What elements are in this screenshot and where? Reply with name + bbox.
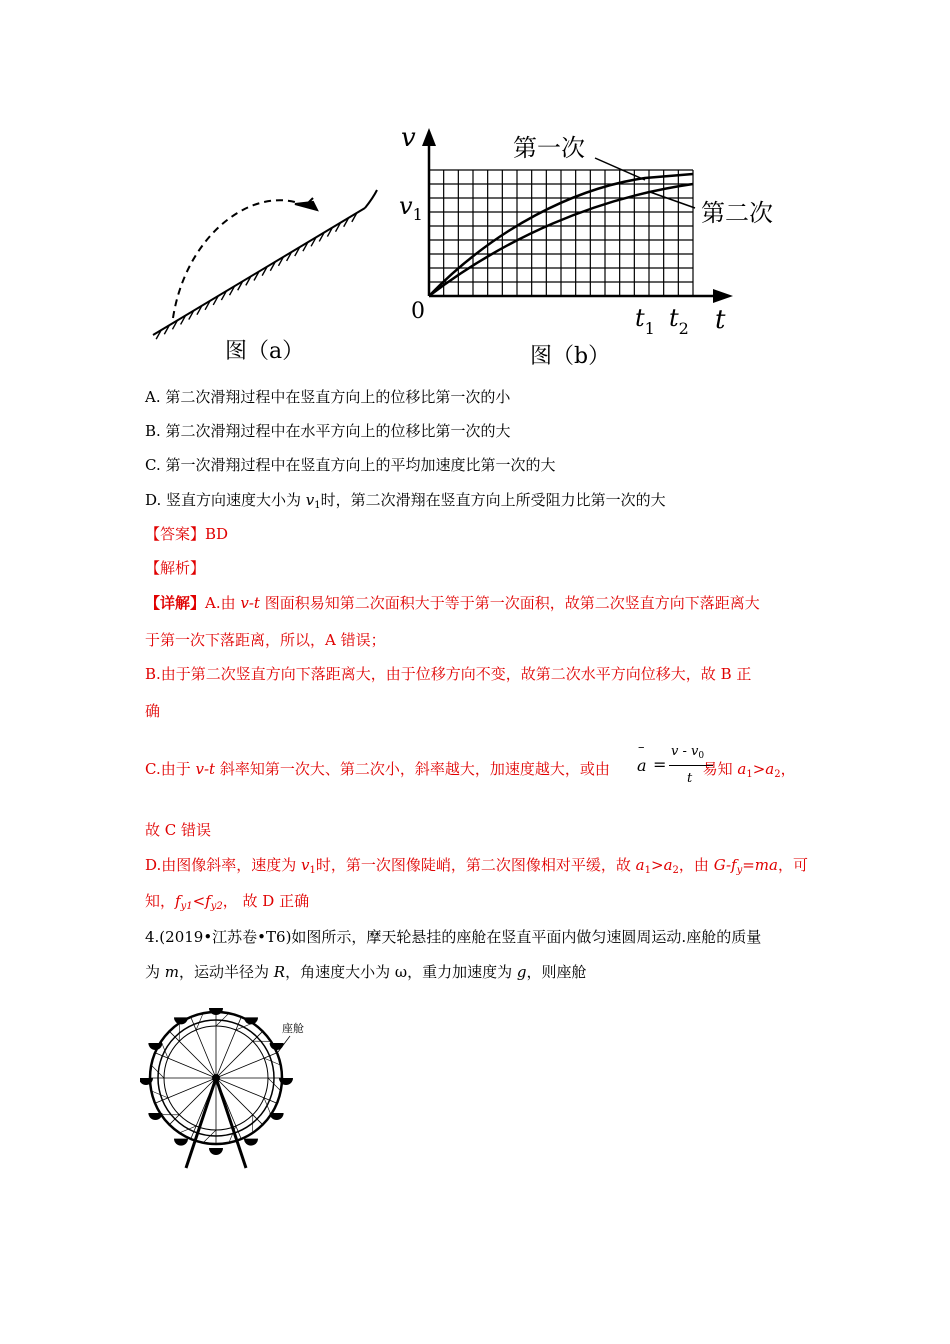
detail-b-line2: 确: [145, 702, 161, 720]
detail-a-line1: 【详解】A.由 v-t 图面积易知第二次面积大于等于第一次面积，故第二次竖直方向下落距离大: [145, 594, 760, 612]
cabin: [209, 1008, 223, 1015]
cabin: [174, 1017, 188, 1024]
wheel-spoke: [216, 1031, 263, 1078]
detail-a-line2: 于第一次下落距离，所以，A 错误；: [145, 631, 386, 649]
formula-abar: a: [637, 756, 647, 775]
question4-line1: 4.(2019•江苏卷•T6)如图所示，摩天轮悬挂的座舱在竖直平面内做匀速圆周运动.座舱的质量: [145, 928, 762, 946]
formula-bar: –: [638, 740, 645, 755]
detail-d-line2: 知，$f_{y1}<f_{y2}$， 故 D 正确: [145, 892, 310, 912]
x-axis-label: t: [715, 305, 726, 335]
label-second: 第二次: [701, 199, 773, 227]
wheel-spoke: [169, 1031, 216, 1078]
glide-trajectory: [173, 200, 295, 318]
cabin: [174, 1139, 188, 1146]
answer-line: 【答案】BD: [145, 525, 229, 543]
ferris-wheel-diagram: [140, 992, 315, 1170]
detail-c-line2: 故 C 错误: [145, 821, 212, 839]
ferris-wheel: [140, 1008, 293, 1168]
analysis-label: 【解析】: [145, 559, 206, 577]
t1-label: $t_1$: [635, 304, 655, 338]
origin-label: 0: [411, 299, 425, 324]
formula-equals: =: [653, 755, 667, 774]
cabin: [148, 1113, 162, 1120]
option-d: D. 竖直方向速度大小为 $v_1$时，第二次滑翔在竖直方向上所受阻力比第一次的大: [145, 491, 666, 511]
y-axis-label: v: [401, 123, 416, 153]
glider-figure: [295, 198, 317, 210]
detail-d-line1: D.由图像斜率，速度为 $v_1$时，第一次图像陡峭，第二次图像相对平缓，故 $a_1>a_2$，由 $G-f_y=ma$，可: [145, 856, 808, 876]
formula-denominator: t: [687, 771, 693, 786]
figure-a-caption: 图（a）: [225, 339, 305, 364]
figure-a-diagram: [145, 180, 385, 370]
incline-top-curve: [365, 190, 377, 208]
v-axis-arrow: [422, 128, 436, 146]
cabin: [244, 1139, 258, 1146]
figure-b-caption: 图（b）: [530, 344, 611, 369]
cabin: [270, 1043, 284, 1050]
cabin: [244, 1017, 258, 1024]
graph-grid: [429, 170, 693, 296]
cabin: [209, 1148, 223, 1155]
option-a: A. 第二次滑翔过程中在竖直方向上的位移比第一次的小: [145, 388, 511, 406]
option-c: C. 第一次滑翔过程中在竖直方向上的平均加速度比第一次的大: [145, 456, 556, 474]
figure-b-graph: [395, 118, 805, 370]
label-first: 第一次: [513, 134, 585, 162]
question4-line2: 为 m，运动半径为 R，角速度大小为 ω，重力加速度为 g，则座舱: [145, 963, 587, 981]
detail-c-line1: C.由于 v-t 斜率知第一次大、第二次小，斜率越大，加速度越大，或由 易知 $a_1>a_2$，: [145, 760, 796, 780]
formula-numerator: v - $v_0$: [671, 744, 705, 761]
t-axis-arrow: [713, 289, 733, 303]
cabin-label: 座舱: [282, 1022, 304, 1035]
cabin: [148, 1043, 162, 1050]
detail-b-line1: B.由于第二次竖直方向下落距离大，由于位移方向不变，故第二次水平方向位移大，故 B 正: [145, 665, 752, 683]
t2-label: $t_2$: [669, 304, 689, 338]
option-b: B. 第二次滑翔过程中在水平方向上的位移比第一次的大: [145, 422, 511, 440]
v1-label: $v_1$: [399, 192, 423, 224]
avg-acceleration-formula: [633, 740, 723, 792]
formula-fraction-line: [669, 765, 713, 766]
pointer-second: [650, 192, 695, 208]
cabin: [270, 1113, 284, 1120]
